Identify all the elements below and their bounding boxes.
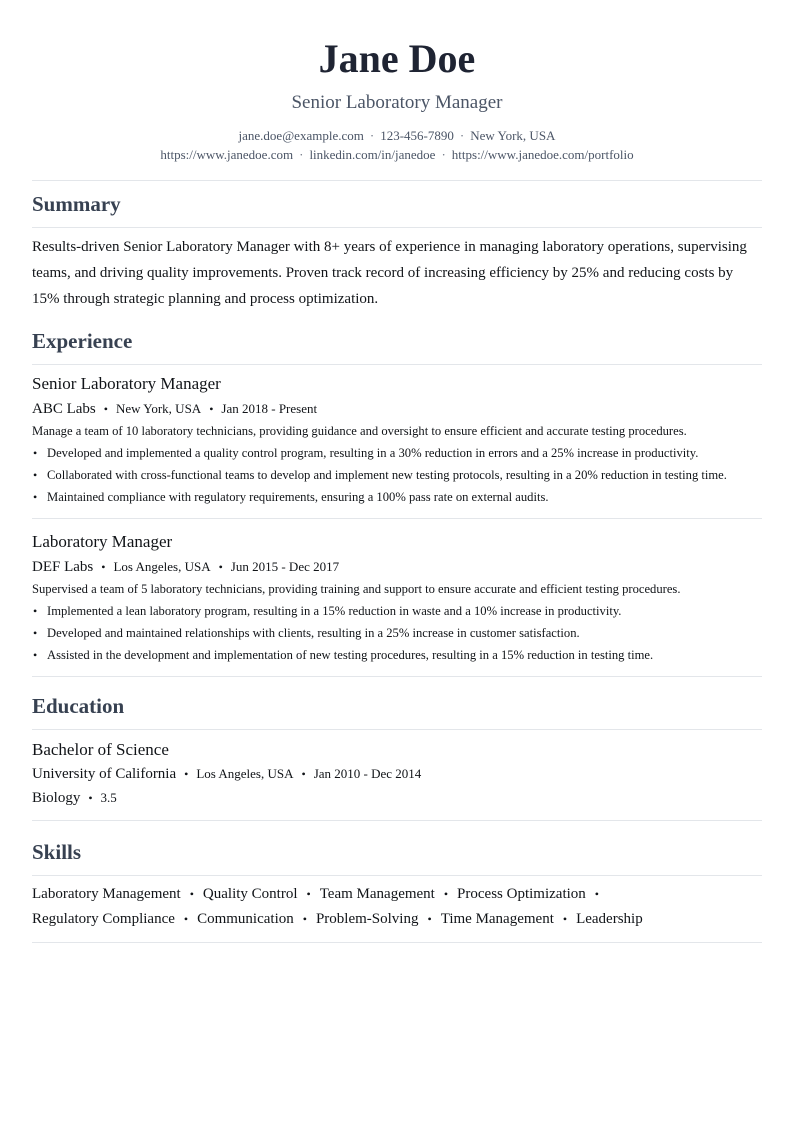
meta-bullet: • [301,767,306,781]
email-link[interactable]: jane.doe@example.com [238,128,364,143]
skill-item: Laboratory Management [32,886,181,902]
skill-item: Communication [197,911,294,927]
job-location: New York, USA [115,401,202,416]
education-meta [32,764,762,784]
skill-separator: • [183,912,189,926]
candidate-name: Jane Doe [318,36,476,81]
job-location: Los Angeles, USA [113,559,211,574]
skill-separator: • [427,912,432,926]
achievement-list [32,602,762,664]
achievement-item: • Assisted in the development and implementation of new testing procedures, resulting in a 15% reduction in testing time. [33,648,654,662]
skill-item: Leadership [576,911,643,927]
phone-number[interactable]: 123-456-7890 [380,128,454,143]
section-heading-education: Education [32,694,125,718]
bullet-dot: • [33,626,38,640]
job-title: Senior Laboratory Manager [32,374,221,393]
bullet-dot: • [33,446,38,460]
contact-separator: · [441,147,446,162]
bullet-dot: • [33,648,38,662]
meta-bullet: • [184,767,189,781]
achievement-item: • Developed and implemented a quality control program, resulting in a 30% reduction in errors and a 25% increase in productivity. [33,446,699,460]
education-field-row [32,788,762,808]
skills-row [32,882,762,907]
meta-bullet: • [218,560,223,574]
linkedin-link[interactable]: linkedin.com/in/janedoe [309,147,436,162]
divider [32,729,762,730]
skills-section [32,821,762,943]
achievement-item: • Developed and maintained relationships with clients, resulting in a 25% increase in customer satisfaction. [33,626,580,640]
summary-text: Results-driven Senior Laboratory Manager with 8+ years of experience in managing laboratory operations, supervising teams, and driving quality improvements. Proven track record of increasing efficiency by 25% and reducing costs by 15% through strategic planning and process optimization. [32,239,747,307]
skill-item: Regulatory Compliance [32,911,175,927]
section-heading-experience: Experience [32,329,133,353]
section-heading-summary: Summary [32,192,121,216]
skill-item: Process Optimization [457,886,586,902]
bullet-dot: • [33,468,38,482]
achievement-item: • Implemented a lean laboratory program, resulting in a 15% reduction in waste and a 10% increase in productivity. [33,604,622,618]
job-meta [32,399,762,419]
meta-bullet: • [101,560,106,574]
skill-item: Quality Control [202,886,298,902]
job-description: Supervised a team of 5 laboratory technicians, providing training and support to ensure accurate and efficient testing procedures. [32,582,681,596]
job-entry [32,519,762,664]
achievement-list [32,444,762,506]
skills-list [32,882,762,932]
job-description: Manage a team of 10 laboratory technicians, providing guidance and oversight to ensure efficient and accurate testing procedures. [32,424,687,438]
skill-item: Time Management [440,911,554,927]
website-link[interactable]: https://www.janedoe.com [160,147,294,162]
job-dates: Jun 2015 - Dec 2017 [230,559,340,574]
contact-separator: · [299,147,304,162]
bullet-dot: • [33,490,38,504]
degree-name: Bachelor of Science [32,740,169,759]
education-section [32,677,762,821]
achievement-item: • Maintained compliance with regulatory requirements, ensuring a 100% pass rate on external audits. [33,490,549,504]
skill-separator: • [306,887,311,901]
skill-separator: • [189,887,194,901]
location-text: New York, USA [470,128,556,143]
meta-bullet: • [209,402,214,416]
resume-header [32,0,762,164]
job-entry [32,365,762,506]
job-dates: Jan 2018 - Present [221,401,318,416]
divider [32,227,762,228]
section-heading-skills: Skills [32,840,82,864]
company-name: DEF Labs [32,559,94,575]
skill-item: Team Management [319,886,435,902]
skill-item: Problem-Solving [315,911,419,927]
summary-section [32,181,762,312]
contact-row-primary [32,126,762,145]
experience-section [32,312,762,677]
skill-separator: • [562,912,568,926]
school-name: University of California [32,766,177,782]
meta-bullet: • [88,791,93,805]
skills-row [32,907,762,932]
contact-separator: · [459,128,465,143]
contact-row-links [32,145,762,164]
achievement-item: • Collaborated with cross-functional teams to develop and implement new testing protocols, resulting in a 20% reduction in testing time. [33,468,727,482]
contact-separator: · [369,128,375,143]
gpa-value: 3.5 [100,790,117,805]
skill-separator: • [302,912,307,926]
field-of-study: Biology [32,790,81,806]
portfolio-link[interactable]: https://www.janedoe.com/portfolio [451,147,634,162]
bullet-dot: • [33,604,38,618]
skill-separator: • [443,887,449,901]
job-title: Laboratory Manager [32,532,173,551]
candidate-title: Senior Laboratory Manager [291,92,503,113]
skill-separator: • [594,887,599,901]
divider [32,942,762,943]
divider [32,875,762,876]
job-meta [32,557,762,577]
school-location: Los Angeles, USA [196,766,294,781]
education-dates: Jan 2010 - Dec 2014 [313,766,422,781]
company-name: ABC Labs [32,401,96,417]
meta-bullet: • [103,402,108,416]
